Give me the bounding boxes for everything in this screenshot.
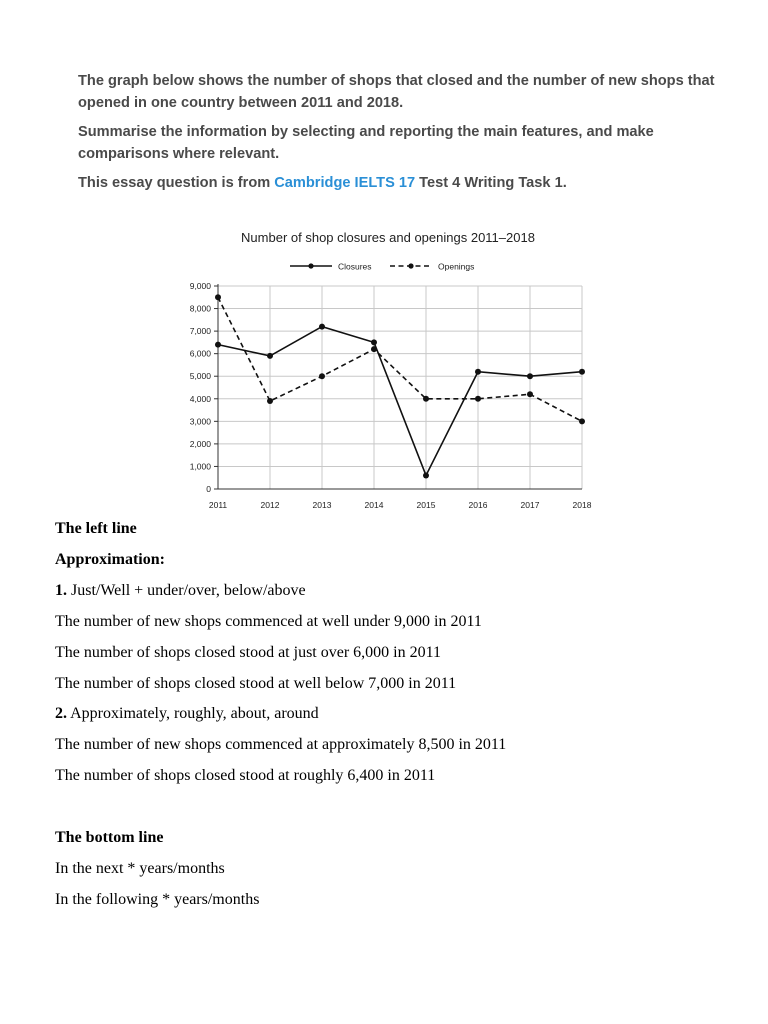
- task-prompt: [78, 70, 718, 194]
- series-line-openings: [218, 297, 582, 421]
- y-tick-label: 7,000: [189, 326, 211, 337]
- y-tick-label: 8,000: [189, 303, 211, 314]
- data-point-closures: [319, 324, 325, 330]
- data-point-closures: [527, 373, 533, 379]
- data-point-closures: [371, 339, 377, 345]
- data-point-closures: [423, 472, 429, 478]
- y-tick-label: 3,000: [189, 416, 211, 427]
- example-2: The number of shops closed stood at just over 6,000 in 2011: [55, 644, 442, 661]
- x-tick-label: 2015: [416, 500, 436, 510]
- approximation-heading: Approximation:: [55, 551, 165, 568]
- data-point-openings: [475, 396, 481, 402]
- x-tick-label: 2012: [260, 500, 280, 510]
- example-3: The number of shops closed stood at well below 7,000 in 2011: [55, 675, 457, 692]
- y-tick-label: 2,000: [189, 438, 211, 449]
- data-point-openings: [423, 396, 429, 402]
- example-5: The number of shops closed stood at roughly 6,400 in 2011: [55, 767, 436, 784]
- task-source-suffix: Test 4 Writing Task 1.: [415, 175, 567, 191]
- data-point-closures: [267, 353, 273, 359]
- bottom-line-heading: The bottom line: [55, 829, 164, 846]
- x-tick-label: 2014: [364, 500, 384, 510]
- task-source: [78, 172, 718, 194]
- x-tick-label: 2017: [520, 500, 540, 510]
- example-7: In the following * years/months: [55, 891, 260, 908]
- x-tick-label: 2018: [572, 500, 592, 510]
- left-line-heading: The left line: [55, 520, 137, 537]
- task-source-prefix: This essay question is from: [78, 175, 275, 191]
- data-point-closures: [579, 369, 585, 375]
- task-description: The graph below shows the number of shops that closed and the number of new shops that opened in one country between 2011 and 2018.: [78, 73, 715, 111]
- line-chart: [150, 220, 610, 520]
- chart-title: Number of shop closures and openings 2011–2018: [241, 230, 535, 245]
- cambridge-ielts-link[interactable]: Cambridge IELTS 17: [274, 175, 416, 191]
- data-point-openings: [579, 418, 585, 424]
- data-point-closures: [475, 369, 481, 375]
- example-6: In the next * years/months: [55, 860, 225, 877]
- item-1-number: 1.: [55, 582, 67, 599]
- x-tick-label: 2016: [468, 500, 488, 510]
- x-tick-label: 2011: [208, 500, 228, 510]
- task-instruction: Summarise the information by selecting and reporting the main features, and make comparisons where relevant.: [78, 124, 654, 162]
- item-1: [55, 582, 306, 600]
- data-point-openings: [267, 398, 273, 404]
- y-tick-label: 1,000: [189, 461, 211, 472]
- data-point-openings: [371, 346, 377, 352]
- item-2: [55, 705, 319, 723]
- item-2-number: 2.: [55, 705, 67, 722]
- item-1-text: Just/Well + under/over, below/above: [67, 582, 306, 599]
- data-point-closures: [215, 342, 221, 348]
- y-tick-label: 4,000: [189, 393, 211, 404]
- legend-closures-marker: [308, 263, 313, 268]
- legend-openings-marker: [408, 263, 413, 268]
- example-4: The number of new shops commenced at approximately 8,500 in 2011: [55, 736, 507, 753]
- item-2-text: Approximately, roughly, about, around: [67, 705, 319, 722]
- y-tick-label: 9,000: [189, 281, 211, 291]
- x-tick-label: 2013: [312, 500, 332, 510]
- data-point-openings: [215, 294, 221, 300]
- y-tick-label: 0: [206, 484, 211, 494]
- legend-openings-label: Openings: [438, 261, 475, 272]
- example-1: The number of new shops commenced at well under 9,000 in 2011: [55, 613, 482, 630]
- data-point-openings: [319, 373, 325, 379]
- y-tick-label: 5,000: [189, 371, 211, 382]
- legend-closures-label: Closures: [338, 261, 372, 272]
- y-tick-label: 6,000: [189, 348, 211, 359]
- data-point-openings: [527, 391, 533, 397]
